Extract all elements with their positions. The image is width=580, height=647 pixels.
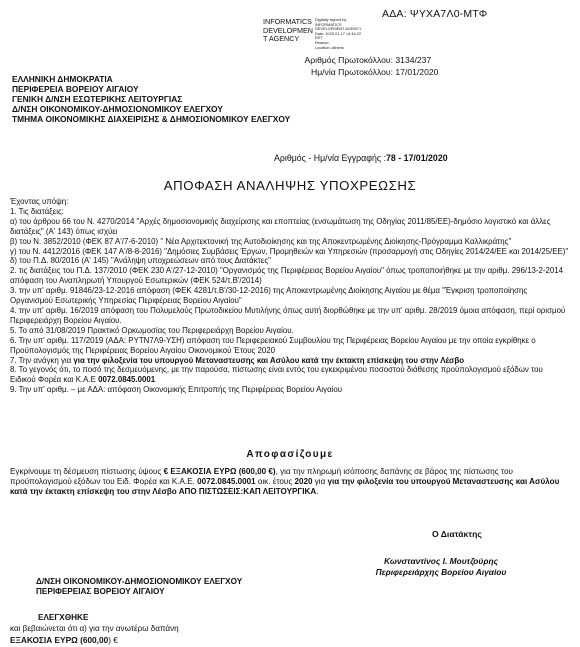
header-line: ΓΕΝΙΚΗ Δ/ΝΣΗ ΕΣΩΤΕΡΙΚΗΣ ΛΕΙΤΟΥΡΓΙΑΣ xyxy=(12,94,183,104)
item-5: 5. Το από 31/08/2019 Πρακτικό Ορκωμοσίας του Περιφερειάρχη Βορείου Αιγαίου. xyxy=(10,325,294,335)
item-3: 3. την υπ' αριθμ. 91846/23-12-2016 απόφαση (ΦΕΚ 4281/τ.Β'/30-12-2016) της Αποκεντρωμένης Διοίκησης Αιγαίου με θέμα "Έγκριση τροποποίησης Οργανισμού Εσωτερικής Υπηρεσίας Περιφέρειας Βορείου Αιγαίου" xyxy=(10,286,528,306)
item-2: 2. τις διατάξεις του Π.Δ. 137/2010 (ΦΕΚ 230 Α'/27-12-2010) "Οργανισμός της Περιφέρειας Βορείου Αιγαίου" όπως τροποποιήθηκε με την αριθμ. 296/13-2-2014 απόφαση του Αναπληρωτή Υπουργού Εσωτερικών (ΦΕΚ 524/τ.Β'/2014) xyxy=(10,266,564,286)
header-line: ΕΛΛΗΝΙΚΗ ΔΗΜΟΚΡΑΤΙΑ xyxy=(12,74,113,84)
issuer-header xyxy=(12,74,290,124)
signature-detail-line: Reason: xyxy=(315,39,330,45)
footer-department xyxy=(36,577,242,597)
amount-suffix: ) € xyxy=(108,635,118,645)
ada-code: ΑΔΑ: ΨΥΧΑ7Λ0-ΜΤΦ xyxy=(382,8,488,20)
decision-purpose: για την φιλοξενία του υπουργού Μεταναστευσης και Ασύλου κατά την έκτακτη επίσκεψη του στην Λέσβο ΑΠΟ ΠΙΣΤΩΣΕΙΣ:ΚΑΠ ΛΕΙΤΟΥΡΓΙΚΑ xyxy=(10,477,560,497)
decision-kae: 0072.0845.0001 xyxy=(197,477,256,487)
signature-issuer xyxy=(263,18,313,44)
considering-label: Έχοντας υπόψη: xyxy=(10,197,69,206)
item-1b: β) του Ν. 3852/2010 (ΦΕΚ 87 Α'/7-6-2010) " Νέα Αρχιτεκτονική της Αυτοδιοίκησης και της Αποκεντρωμένης Διοίκησης-Πρόγραμμα Καλλικράτης" xyxy=(10,236,512,246)
item-1c: γ) του Ν. 4412/2016 (ΦΕΚ 147 Α'/8-8-2016) "Δημόσιες Συμβάσεις Έργων, Προμηθειών και Υπηρεσιών (προσαρμογή στις Οδηγίες 2014/24/ΕΕ και 2014/25/ΕΕ)" xyxy=(10,246,569,256)
item-1a: α) του άρθρου 66 του Ν. 4270/2014 "Αρχές δημοσιονομικής διαχείρισης και εποπτείας (ενσωμάτωση της Οδηγίας 2011/85/ΕΕ)-δημόσιο λογιστικό και άλλες διατάξεις" (Α' 143) όπως ισχύει xyxy=(10,216,551,236)
footer-line: ΠΕΡΙΦΕΡΕΙΑΣ ΒΟΡΕΙΟΥ ΑΙΓΑΙΟΥ xyxy=(36,587,165,596)
signature-detail-line: INFORMATICS xyxy=(315,21,342,27)
signature-detail-line: EET xyxy=(315,35,323,41)
protocol-number-value: 3134/237 xyxy=(395,55,432,65)
protocol-date-value: 17/01/2020 xyxy=(395,67,439,77)
signature-detail-line: Digitally signed by xyxy=(315,17,347,22)
signature-issuer-line: DEVELOPMEN xyxy=(263,25,313,35)
document-title: ΑΠΟΦΑΣΗ ΑΝΑΛΗΨΗΣ ΥΠΟΧΡΕΩΣΗΣ xyxy=(163,178,417,193)
item-9: 9. Την υπ' αριθμ. – με ΑΔΑ: απόφαση Οικονομικής Επιτροπής της Περιφέρειας Βορείου Αιγαίου xyxy=(10,385,343,395)
decision-heading: Αποφασίζουμε xyxy=(246,449,334,460)
certification-text: και βεβαιώνεται ότι α) για την ανωτέρω δαπάνη xyxy=(10,624,179,633)
decision-text xyxy=(10,467,570,498)
decision-part: Εγκρίνουμε τη δέσμευση πίστωσης ύψους xyxy=(10,467,164,476)
registration-label: Αριθμός - Ημ/νία Εγγραφής : xyxy=(274,153,386,163)
signer-block xyxy=(330,556,552,577)
item-8-kae: 0072.0845.0001 xyxy=(98,375,156,385)
checked-label: ΕΛΕΓΧΘΗΚΕ xyxy=(38,613,89,622)
decision-amount: € ΕΞΑΚΟΣΙΑ ΕΥΡΩ (600,00 €) xyxy=(163,467,276,476)
protocol-info xyxy=(285,54,438,78)
decision-part: , για την πληρωμή ισόποσης δαπάνης σε βάρος της πίστωσης του προϋπολογισμού εξόδων του Ειδ. Φορέα και Κ.Α.Ε. xyxy=(10,467,513,487)
item-8 xyxy=(10,365,570,385)
protocol-number-label: Αριθμός Πρωτοκόλλου: xyxy=(304,55,393,65)
decision-part: για xyxy=(312,477,328,487)
header-line: ΠΕΡΙΦΕΡΕΙΑ ΒΟΡΕΙΟΥ ΑΙΓΑΙΟΥ xyxy=(12,84,139,94)
amount-words: ΕΞΑΚΟΣΙΑ ΕΥΡΩ (600,00 xyxy=(10,635,109,645)
item-7-purpose: για την φιλοξενία του υπουργού Μεταναστευσης και Ασύλου κατά την έκτακτη επίσκεψη του στην Λέσβο xyxy=(73,355,465,365)
signature-detail-line: Date: 2020.01.17 14:44:22 xyxy=(315,30,362,36)
authorizing-officer-label: Ο Διατάκτης xyxy=(432,529,482,539)
header-line: Δ/ΝΣΗ ΟΙΚΟΝΟΜΙΚΟΥ-ΔΗΜΟΣΙΟΝΟΜΙΚΟΥ ΕΛΕΓΧΟΥ xyxy=(12,104,223,114)
registration-line xyxy=(274,153,448,163)
protocol-date-label: Ημ/νία Πρωτοκόλλου: xyxy=(311,67,393,77)
signature-issuer-line: INFORMATICS xyxy=(263,17,312,26)
item-4: 4. την υπ' αριθμ. 16/2019 απόφαση του Πολυμελούς Πρωτοδικείου Μυτιλήνης όπως αυτή διορθώθηκε με την υπ' αριθμ. 28/2019 όμοια απόφαση, περί ορισμού Περιφερειάρχη Βορείου Αιγαίου. xyxy=(10,305,566,325)
signer-role: Περιφερειάρχης Βορείου Αιγαίου xyxy=(375,566,507,577)
item-6: 6. Την υπ' αριθμ. 117/2019 (ΑΔΑ: ΡΥΤΝ7Λ9-ΥΣΗ) απόφαση του Περιφερειακού Συμβουλίου της Περιφέρειας Βορείου Αιγαίου με την οποία εγκρίθηκε ο Προϋπολογισμός της Περιφέρειας Βορείου Αιγαίου Οικονομικού Έτους 2020 xyxy=(10,335,536,355)
signature-detail-line: Location: Athens xyxy=(315,44,344,50)
item-7-text: 7. Την ανάγκη για xyxy=(10,355,74,365)
decision-year: 2020 xyxy=(294,477,313,487)
header-line: ΤΜΗΜΑ ΟΙΚΟΝΟΜΙΚΗΣ ΔΙΑΧΕΙΡΙΣΗΣ & ΔΗΜΟΣΙΟΝΟΜΙΚΟΥ ΕΛΕΓΧΟΥ xyxy=(12,114,291,124)
registration-value: 78 - 17/01/2020 xyxy=(385,153,448,163)
signature-detail-line: DEVELOPMENT AGENCY xyxy=(315,26,362,32)
signature-details xyxy=(315,18,362,50)
signer-name: Κωνσταντίνος Ι. Μουτζούρης xyxy=(383,556,499,566)
digital-signature-stamp xyxy=(263,18,373,53)
item-1: 1. Τις διατάξεις: xyxy=(10,206,64,216)
item-1d: δ) του Π.Δ. 80/2016 (Α' 145) "Ανάληψη υποχρεώσεων από τους Διατάκτες" xyxy=(10,256,271,266)
decision-part: οικ. έτους xyxy=(255,477,295,487)
considerations xyxy=(10,197,570,395)
decision-end: . xyxy=(316,487,319,497)
amount-line xyxy=(10,635,118,645)
footer-line: Δ/ΝΣΗ ΟΙΚΟΝΟΜΙΚΟΥ-ΔΗΜΟΣΙΟΝΟΜΙΚΟΥ ΕΛΕΓΧΟΥ xyxy=(36,577,243,586)
item-7 xyxy=(10,356,570,366)
signature-issuer-line: T AGENCY xyxy=(263,34,300,44)
item-8-text: 8. Το γεγονός ότι, το ποσό της δεσμευόμενης, με την παρούσα, πίστωσης είναι εντός του εγκεκριμένου ποσοστού διάθεσης προϋπολογισμού εξόδων του Ειδικού Φορέα και Κ.Α.Ε xyxy=(10,365,543,385)
